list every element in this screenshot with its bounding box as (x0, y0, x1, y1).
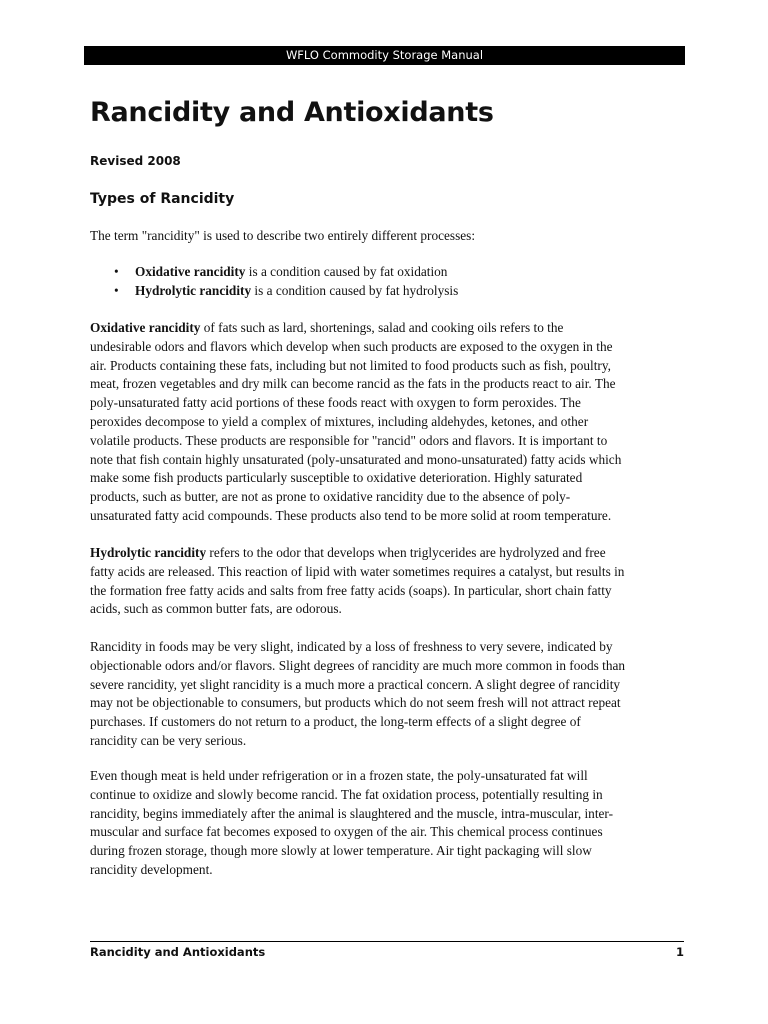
hydrolytic-paragraph (90, 544, 650, 619)
text-line: continue to oxidize and slowly become rancid. The fat oxidation process, potentially resulting in (90, 786, 603, 802)
paragraph-term: Hydrolytic rancidity (90, 545, 207, 560)
text-line: meat, frozen vegetables and dry milk can become rancid as the fats in the products react to air. The (90, 376, 616, 392)
document-title: Rancidity and Antioxidants (90, 97, 494, 128)
text-line: refers to the odor that develops when triglycerides are hydrolyzed and free (206, 545, 606, 560)
revision-note: Revised 2008 (90, 154, 181, 168)
text-line: the formation free fatty acids and salts from free fatty acids (soaps). In particular, short chain fatty (90, 582, 612, 598)
text-line: purchases. If customers do not return to a product, the long-term effects of a slight degree of (90, 714, 581, 730)
list-item-text: is a condition caused by fat hydrolysis (251, 282, 459, 298)
text-line: volatile products. These products are responsible for "rancid" odors and flavors. It is important to (90, 432, 608, 448)
text-line: severe rancidity, yet slight rancidity is a much more a practical concern. A slight degree of rancidity (90, 676, 621, 692)
frozen-storage-paragraph (90, 767, 650, 880)
rancidity-types-list (114, 263, 458, 300)
text-line: objectionable odors and/or flavors. Slight degrees of rancidity are much more common in foods than (90, 657, 626, 673)
text-line: may not be objectionable to consumers, but products which do not seem fresh will not attract repeat (90, 695, 621, 711)
text-line: of fats such as lard, shortenings, salad and cooking oils refers to the (200, 320, 564, 335)
text-line: make some fish products particularly susceptible to oxidative deterioration. Highly saturated (90, 470, 583, 486)
degree-paragraph (90, 638, 650, 751)
text-line: fatty acids are released. This reaction of lipid with water sometimes requires a catalyst, but results in (90, 563, 625, 579)
text-line: products, such as butter, are not as prone to oxidative rancidity due to the absence of poly- (90, 489, 571, 505)
section-heading: Types of Rancidity (90, 191, 235, 207)
text-line: peroxides decompose to yield a complex of mixtures, including aldehydes, ketones, and other (90, 413, 589, 429)
text-line: rancidity development. (90, 861, 213, 877)
text-line: air. Products containing these fats, including but not limited to food products such as fish, poultry, (90, 357, 611, 373)
text-line: rancidity, begins immediately after the animal is slaughtered and the muscle, intra-muscular, inter- (90, 805, 614, 821)
text-line: muscular and surface fat becomes exposed to oxygen of the air. This chemical process continues (90, 824, 603, 840)
oxidative-paragraph (90, 319, 650, 526)
page-number: 1 (675, 945, 684, 959)
list-item (114, 263, 458, 282)
text-line: note that fish contain highly unsaturated (poly-unsaturated and mono-unsaturated) fatty acids which (90, 451, 622, 467)
text-line: rancidity can be very serious. (90, 732, 247, 748)
list-item (114, 282, 458, 301)
footer-title: Rancidity and Antioxidants (90, 945, 266, 959)
text-line: undesirable odors and flavors which develop when such products are exposed to the oxygen in the (90, 338, 613, 354)
list-item-text: is a condition caused by fat oxidation (245, 264, 448, 279)
intro-paragraph: The term "rancidity" is used to describe two entirely different processes: (90, 228, 476, 243)
list-item-term: Hydrolytic rancidity (135, 282, 252, 298)
text-line: poly-unsaturated fatty acid portions of these foods react with oxygen to form peroxides. The (90, 395, 581, 411)
text-line: Even though meat is held under refrigeration or in a frozen state, the poly-unsaturated fat will (90, 768, 588, 783)
list-item-term: Oxidative rancidity (135, 264, 246, 279)
text-line: during frozen storage, though more slowly at lower temperature. Air tight packaging will slow (90, 843, 592, 859)
text-line: Rancidity in foods may be very slight, indicated by a loss of freshness to very severe, indicated by (90, 639, 613, 654)
text-line: acids, such as common butter fats, are odorous. (90, 601, 342, 617)
paragraph-term: Oxidative rancidity (90, 320, 201, 335)
text-line: unsaturated fatty acid compounds. These products also tend to be more solid at room temperature. (90, 507, 612, 523)
footer-divider (90, 941, 684, 942)
running-header: WFLO Commodity Storage Manual (84, 46, 685, 65)
